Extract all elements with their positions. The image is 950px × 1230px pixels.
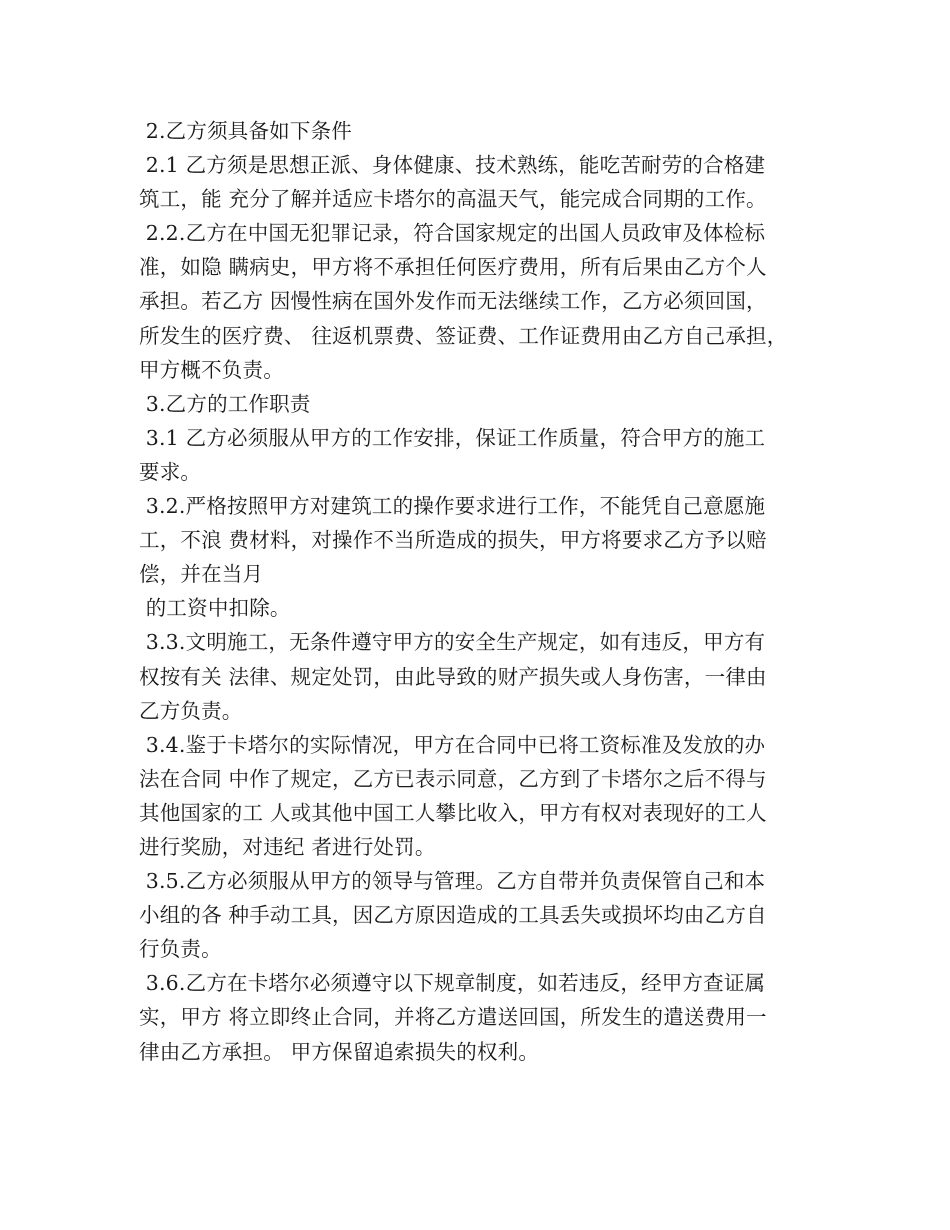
paragraph-line: 偿，并在当月 [139,562,264,587]
paragraph-line: 2.2.乙方在中国无犯罪记录，符合国家规定的出国人员政审及体检标 [139,221,766,246]
paragraph-line: 3.2.严格按照甲方对建筑工的操作要求进行工作，不能凭自己意愿施 [139,494,766,519]
paragraph-line: 3.1 乙方必须服从甲方的工作安排，保证工作质量，符合甲方的施工 [139,425,766,450]
paragraph-line: 进行奖励，对违纪 者进行处罚。 [139,834,436,859]
paragraph-line: 律由乙方承担。 甲方保留追索损失的权利。 [139,1039,540,1064]
paragraph-line: 承担。若乙方 因慢性病在国外发作而无法继续工作，乙方必须回国， [139,289,767,314]
paragraph-line: 法在合同 中作了规定，乙方已表示同意，乙方到了卡塔尔之后不得与 [139,766,767,791]
paragraph-line: 筑工，能 充分了解并适应卡塔尔的高温天气，能完成合同期的工作。 [139,187,767,212]
section-heading: 2.乙方须具备如下条件 [139,119,352,143]
paragraph-line: 行负责。 [139,937,222,962]
paragraph-line: 3.5.乙方必须服从甲方的领导与管理。乙方自带并负责保管自己和本 [139,869,766,894]
paragraph-line: 工，不浪 费材料，对操作不当所造成的损失，甲方将要求乙方予以赔 [139,528,767,553]
paragraph-line: 其他国家的工 人或其他中国工人攀比收入，甲方有权对表现好的工人 [139,800,767,825]
paragraph-line: 甲方概不负责。 [139,357,284,382]
paragraph-line: 权按有关 法律、规定处罚，由此导致的财产损失或人身伤害，一律由 [139,664,767,689]
section-heading: 3.乙方的工作职责 [139,391,311,416]
paragraph-line: 要求。 [139,459,202,484]
paragraph-line: 2.1 乙方须是思想正派、身体健康、技术熟练，能吃苦耐劳的合格建 [139,153,766,178]
paragraph-line: 准，如隐 瞒病史，甲方将不承担任何医疗费用，所有后果由乙方个人 [139,255,767,280]
paragraph-line: 乙方负责。 [139,698,243,723]
paragraph-line: 小组的各 种手动工具，因乙方原因造成的工具丢失或损坏均由乙方自 [139,903,767,928]
paragraph-line: 的工资中扣除。 [139,596,291,621]
paragraph-line: 实，甲方 将立即终止合同，并将乙方遣送回国，所发生的遣送费用一 [139,1005,767,1030]
paragraph-line: 3.6.乙方在卡塔尔必须遵守以下规章制度，如若违反，经甲方查证属 [139,971,766,996]
paragraph-line: 所发生的医疗费、 往返机票费、签证费、工作证费用由乙方自己承担， [139,323,788,348]
paragraph-line: 3.4.鉴于卡塔尔的实际情况，甲方在合同中已将工资标准及发放的办 [139,732,766,757]
document-page [139,114,819,1069]
paragraph-line: 3.3.文明施工，无条件遵守甲方的安全生产规定，如有违反，甲方有 [139,630,766,655]
